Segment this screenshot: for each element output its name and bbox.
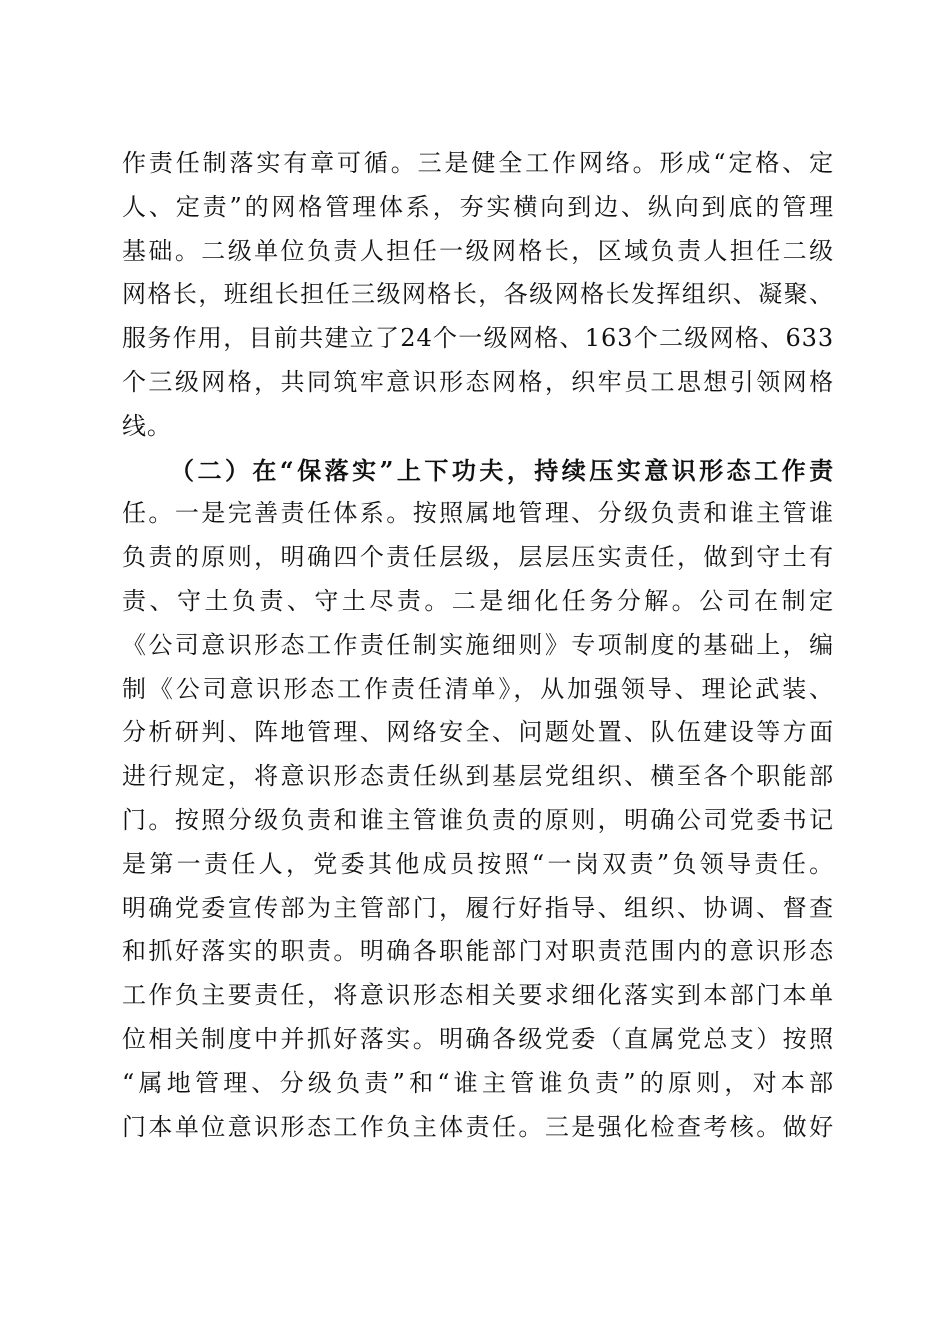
text-line: 任。一是完善责任体系。按照属地管理、分级负责和谁主管谁 <box>122 499 834 528</box>
text-line: 网格长，班组长担任三级网格长，各级网格长发挥组织、凝聚、 <box>122 280 834 309</box>
text-line: 和抓好落实的职责。明确各职能部门对职责范围内的意识形态 <box>122 937 834 966</box>
text-line: 基础。二级单位负责人担任一级网格长，区域负责人担任二级 <box>122 236 834 265</box>
document-body <box>122 142 834 1149</box>
text-line: 明确党委宣传部为主管部门，履行好指导、组织、协调、督查 <box>122 893 834 922</box>
text-line: 门。按照分级负责和谁主管谁负责的原则，明确公司党委书记 <box>122 805 834 834</box>
text-line: 进行规定，将意识形态责任纵到基层党组织、横至各个职能部 <box>122 762 834 791</box>
text-line: 作责任制落实有章可循。三是健全工作网络。形成“定格、定 <box>122 149 834 177</box>
text-line: 责、守土负责、守土尽责。二是细化任务分解。公司在制定 <box>122 586 834 615</box>
text-line: 分析研判、阵地管理、网络安全、问题处置、队伍建设等方面 <box>122 718 834 747</box>
text-line: 负责的原则，明确四个责任层级，层层压实责任，做到守土有 <box>122 543 834 572</box>
text-line: 人、定责”的网格管理体系，夯实横向到边、纵向到底的管理 <box>122 192 834 221</box>
text-line: 门本单位意识形态工作负主体责任。三是强化检查考核。做好 <box>122 1112 834 1141</box>
text-line: 工作负主要责任，将意识形态相关要求细化落实到本部门本单 <box>122 981 834 1010</box>
text-line: “属地管理、分级负责”和“谁主管谁负责”的原则，对本部 <box>122 1068 834 1097</box>
text-line: 制《公司意识形态工作责任清单》，从加强领导、理论武装、 <box>122 674 834 703</box>
text-line: 个三级网格，共同筑牢意识形态网格，织牢员工思想引领网格 <box>122 367 834 396</box>
section-heading-line: （二）在“保落实”上下功夫，持续压实意识形态工作责 <box>170 455 834 485</box>
text-line: 是第一责任人，党委其他成员按照“一岗双责”负领导责任。 <box>122 849 834 878</box>
text-line: 服务作用，目前共建立了24个一级网格、163个二级网格、633 <box>122 324 834 353</box>
text-line: 《公司意识形态工作责任制实施细则》专项制度的基础上，编 <box>122 630 834 659</box>
text-line: 线。 <box>122 411 172 440</box>
text-line: 位相关制度中并抓好落实。明确各级党委（直属党总支）按照 <box>122 1024 834 1053</box>
